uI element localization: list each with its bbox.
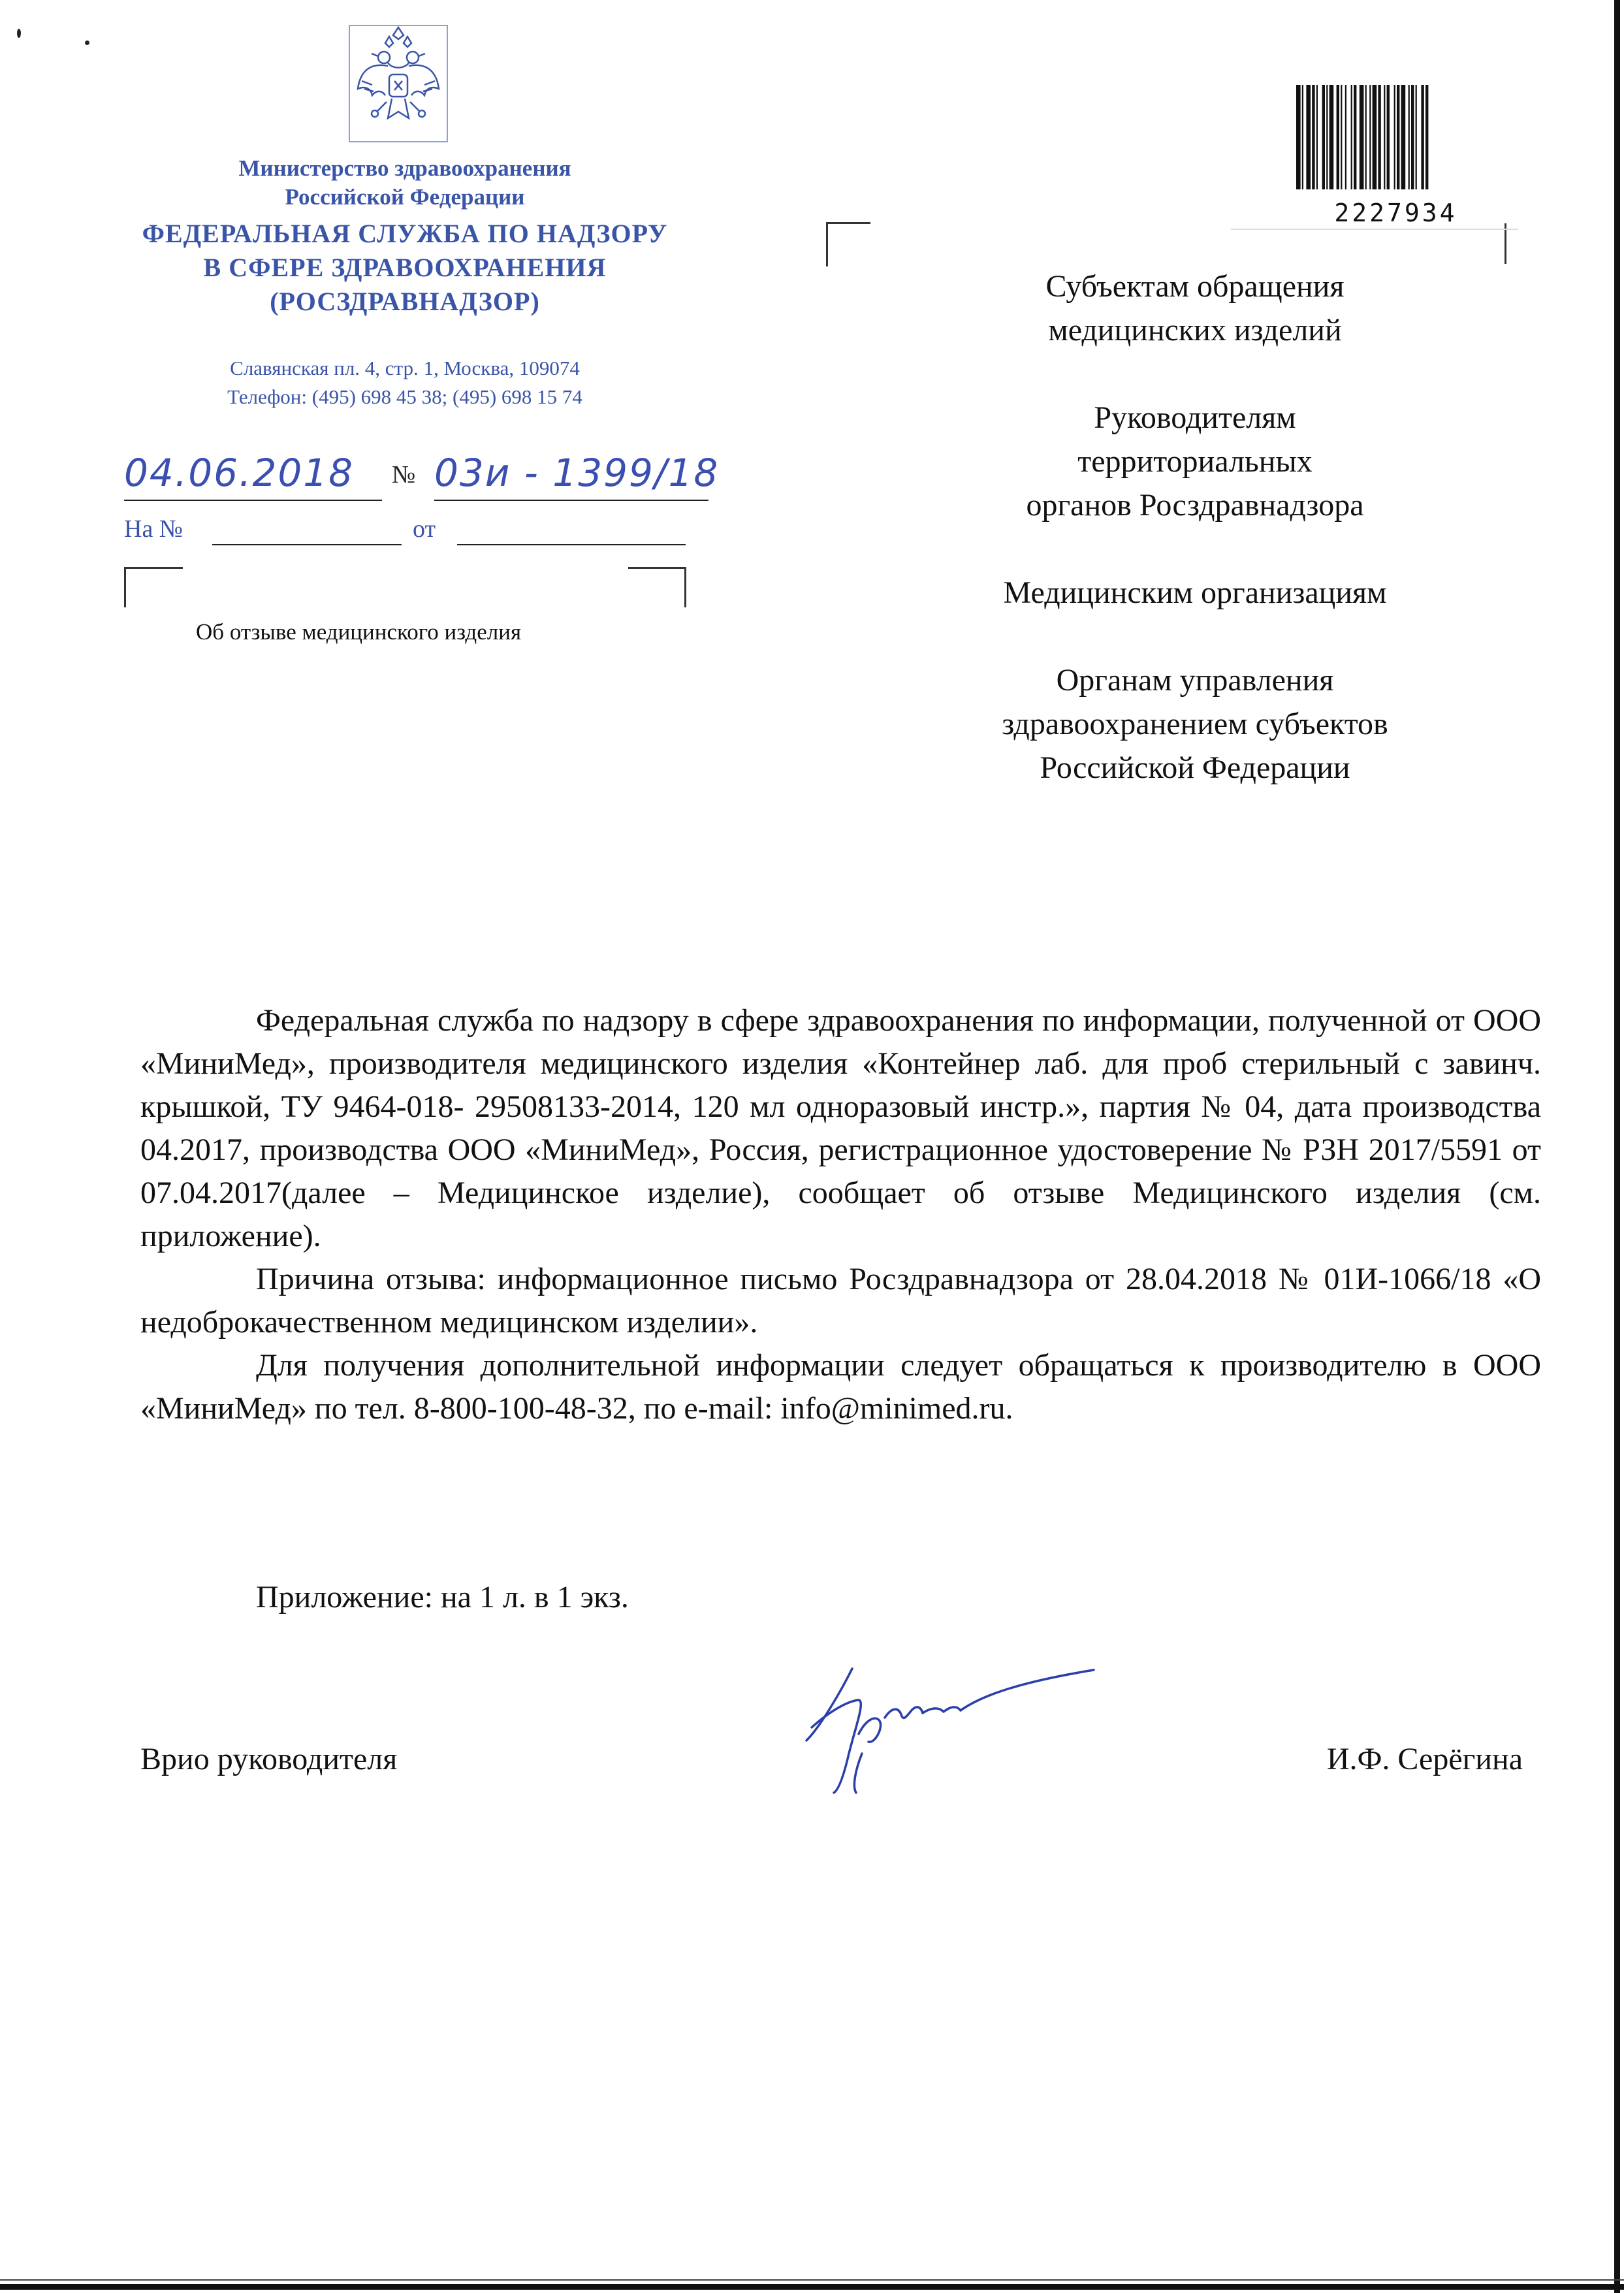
barcode-bar [1326, 85, 1328, 189]
barcode-bar [1302, 85, 1303, 189]
bracket-right-vertical [684, 567, 686, 607]
phone-line: Телефон: (495) 698 45 38; (495) 698 15 74 [227, 385, 582, 408]
agency-name-line1: ФЕДЕРАЛЬНАЯ СЛУЖБА ПО НАДЗОРУ [142, 219, 668, 248]
agency-name-line2: В СФЕРЕ ЗДРАВООХРАНЕНИЯ [203, 253, 607, 282]
barcode-bar [1296, 85, 1301, 189]
agency-address [124, 354, 686, 411]
bracket-left-vertical [124, 567, 126, 607]
recipient-line: Субъектам обращения [1045, 269, 1345, 304]
barcode-bar [1397, 85, 1399, 189]
letter-body [140, 999, 1541, 1430]
recipient-block [908, 265, 1482, 352]
barcode-bar [1409, 85, 1410, 189]
number-sign: № [392, 461, 416, 489]
ministry-name-line2: Российской Федерации [285, 184, 525, 210]
recipient-block [908, 571, 1482, 615]
attachment-note: Приложение: на 1 л. в 1 экз. [256, 1580, 629, 1614]
barcode-bar [1394, 85, 1395, 189]
subject-line: Об отзыве медицинского изделия [196, 619, 522, 645]
recipient-line: медицинских изделий [1048, 313, 1342, 347]
scan-speck [85, 40, 89, 45]
bracket-right-horizontal [628, 567, 686, 569]
scan-border-bottom-inner [0, 2279, 1624, 2281]
address-bracket-left-vertical [826, 222, 828, 266]
barcode-bar [1373, 85, 1377, 189]
address-bracket-left-horizontal [826, 222, 870, 224]
signer-name: И.Ф. Серёгина [1326, 1742, 1523, 1776]
barcode-bar [1341, 85, 1342, 189]
recipient-line: здравоохранением субъектов [1002, 707, 1388, 741]
barcode-bar [1354, 85, 1356, 189]
barcode-bar [1351, 85, 1352, 189]
barcode-bar [1322, 85, 1325, 189]
body-paragraph-2: Причина отзыва: информационное письмо Росздравнадзора от 28.04.2018 № 01И-1066/18 «О недоброкачественном медицинском изделии». [140, 1262, 1541, 1339]
barcode-bar [1360, 85, 1364, 189]
date-underline [124, 500, 382, 501]
recipient-line: Российской Федерации [1040, 750, 1350, 785]
scan-speck [17, 29, 21, 38]
ministry-name-line1: Министерство здравоохранения [238, 155, 571, 181]
address-line: Славянская пл. 4, стр. 1, Москва, 109074 [230, 357, 580, 379]
barcode-sticker [1231, 39, 1518, 230]
recipient-block [908, 396, 1482, 527]
recipient-block [908, 658, 1482, 790]
barcode-number: 2227934 [1334, 199, 1457, 227]
barcode-bar [1306, 85, 1311, 189]
barcode-bar [1345, 85, 1346, 189]
ministry-name [124, 154, 686, 212]
recipient-line: Медицинским организациям [1003, 575, 1387, 610]
reply-to-label: На № [124, 515, 183, 543]
bracket-left-horizontal [124, 567, 183, 569]
recipient-line: территориальных [1077, 444, 1313, 479]
reply-to-underline [212, 544, 402, 545]
number-underline [434, 500, 709, 501]
signer-role: Врио руководителя [140, 1742, 398, 1776]
recipient-line: Руководителям [1094, 400, 1296, 435]
agency-name [98, 217, 712, 319]
body-paragraph-1: Федеральная служба по надзору в сфере здравоохранения по информации, полученной от ООО «МиниМед», производителя медицинского изделия «Контейнер лаб. для проб стерильный с завинч. крышкой, ТУ 9464-018- 29508133-2014, 120 мл одноразовый инстр.», партия № 04, дата производства 04.2017, производства ООО «МиниМед», Россия, регистрационное удостоверение № РЗН 2017/5591 от 07.04.2017(далее – Медицинское изделие), сообщает об отзыве Медицинского изделия (см. приложение). [140, 1003, 1541, 1253]
agency-name-line3: (РОСЗДРАВНАДЗОР) [270, 287, 540, 316]
barcode-bar [1316, 85, 1318, 189]
barcode-bar [1401, 85, 1406, 189]
barcode-bar [1378, 85, 1380, 189]
barcode-bar [1329, 85, 1334, 189]
double-headed-eagle-icon [346, 24, 451, 144]
barcode-bar [1312, 85, 1314, 189]
signature-icon [793, 1656, 1100, 1806]
scan-border-right [1614, 0, 1620, 2293]
registration-number: 03и - 1399/18 [434, 451, 720, 495]
recipients-block [908, 265, 1482, 833]
barcode-bar [1411, 85, 1414, 189]
handwritten-signature [793, 1656, 1100, 1806]
recipient-line: органов Росздравнадзора [1026, 488, 1364, 522]
from-underline [457, 544, 686, 545]
barcode-icon [1296, 85, 1495, 189]
barcode-bar [1337, 85, 1339, 189]
state-emblem [346, 24, 451, 144]
barcode-bar [1421, 85, 1424, 189]
from-label: от [413, 515, 436, 543]
barcode-bar [1384, 85, 1385, 189]
recipient-line: Органам управления [1056, 663, 1334, 698]
barcode-bar [1387, 85, 1390, 189]
barcode-bar [1369, 85, 1371, 189]
registration-date: 04.06.2018 [124, 451, 355, 495]
barcode-bar [1416, 85, 1417, 189]
scan-border-bottom [0, 2284, 1624, 2290]
barcode-bar [1425, 85, 1428, 189]
body-paragraph-3: Для получения дополнительной информации следует обращаться к производителю в ООО «МиниМед» по тел. 8-800-100-48-32, по e-mail: info@minimed.ru. [140, 1348, 1541, 1426]
barcode-bar [1365, 85, 1367, 189]
